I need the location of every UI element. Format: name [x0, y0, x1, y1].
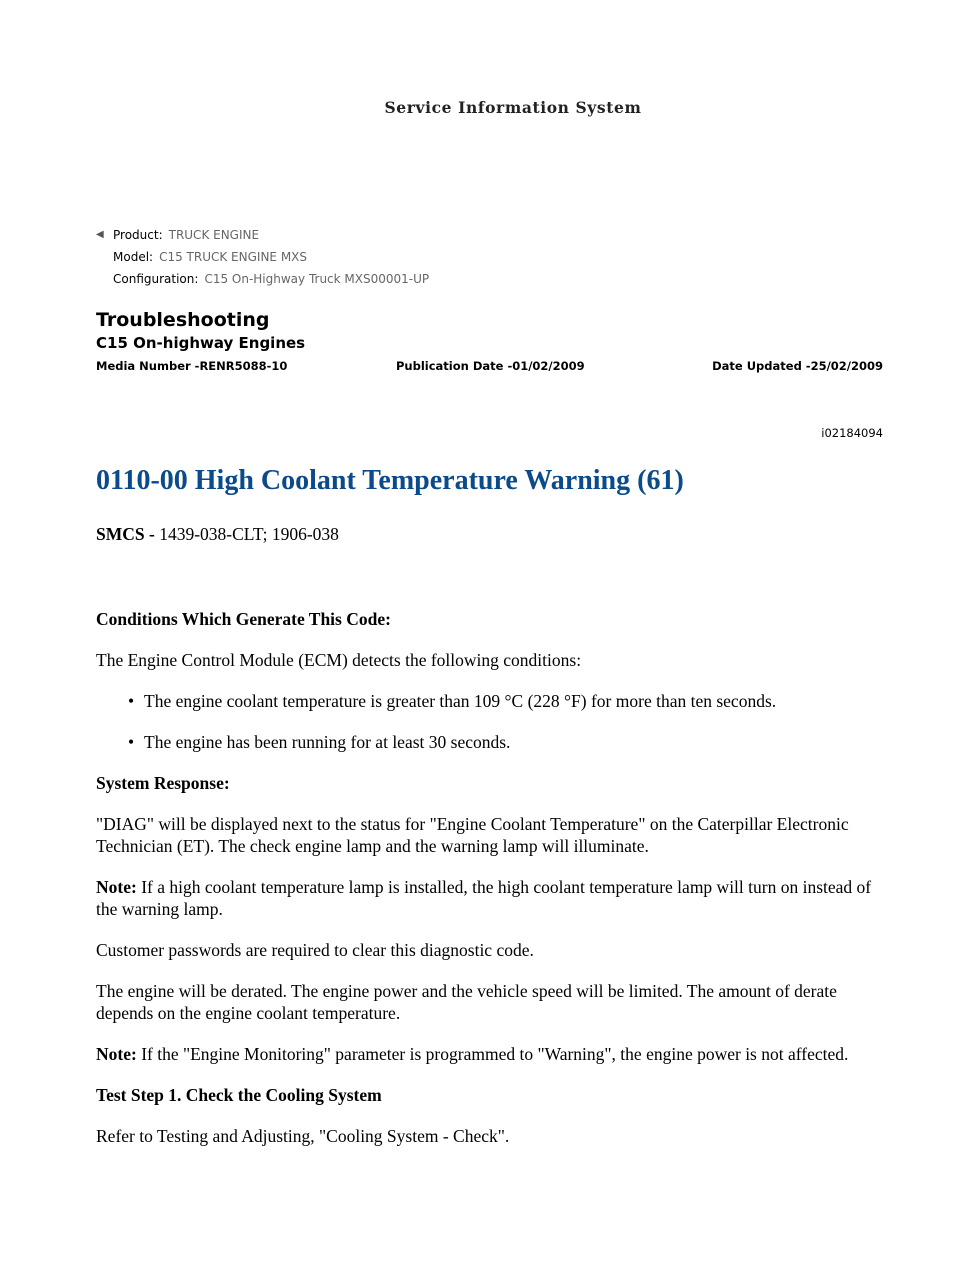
model-label: Model:	[113, 250, 154, 264]
model-value: C15 TRUCK ENGINE MXS	[159, 250, 308, 264]
conditions-list	[96, 690, 886, 753]
model-row	[96, 246, 429, 268]
product-label: Product:	[113, 228, 163, 242]
configuration-row	[96, 268, 429, 290]
response-text: "DIAG" will be displayed next to the status for "Engine Coolant Temperature" on the Caterpillar Electronic Technician (ET). The check engine lamp and the warning lamp will illuminate.	[96, 814, 849, 856]
document-id: i02184094	[821, 426, 883, 440]
configuration-label: Configuration:	[113, 272, 199, 286]
media-number: Media Number -RENR5088-10	[96, 359, 288, 373]
derate-text: The engine will be derated. The engine power and the vehicle speed will be limited. The amount of derate depends on the engine coolant temperature.	[96, 981, 837, 1023]
product-value: TRUCK ENGINE	[168, 228, 260, 242]
product-row	[96, 224, 429, 246]
system-title: Service Information System	[384, 98, 642, 117]
bullet: •	[128, 691, 135, 711]
note-1	[96, 876, 886, 920]
note-label: Note:	[96, 1044, 137, 1064]
note-label: Note:	[96, 877, 137, 897]
conditions-intro: The Engine Control Module (ECM) detects the following conditions:	[96, 650, 582, 670]
publication-date: Publication Date -01/02/2009	[396, 359, 585, 373]
condition-text: The engine coolant temperature is greater than 109 °C (228 °F) for more than ten seconds.	[144, 691, 777, 711]
passwords-text: Customer passwords are required to clear this diagnostic code.	[96, 940, 534, 960]
collapse-arrow-icon[interactable]: ◀	[96, 229, 104, 240]
smcs-value: 1439-038-CLT; 1906-038	[159, 524, 339, 544]
document-subtitle: C15 On-highway Engines	[96, 334, 306, 352]
condition-text: The engine has been running for at least 30 seconds.	[144, 732, 511, 752]
smcs-label: SMCS -	[96, 524, 155, 544]
document-title: Troubleshooting	[96, 309, 270, 331]
note-text: If a high coolant temperature lamp is installed, the high coolant temperature lamp will turn on instead of the warning lamp.	[96, 877, 872, 919]
note-2	[96, 1043, 886, 1065]
article-body	[96, 608, 886, 1166]
date-updated: Date Updated -25/02/2009	[712, 359, 883, 373]
conditions-heading: Conditions Which Generate This Code:	[96, 609, 391, 629]
response-heading: System Response:	[96, 773, 230, 793]
smcs-line	[96, 524, 339, 545]
step1-text: Refer to Testing and Adjusting, "Cooling System - Check".	[96, 1126, 510, 1146]
article-title: 0110-00 High Coolant Temperature Warning (61)	[96, 465, 684, 496]
note-text: If the "Engine Monitoring" parameter is programmed to "Warning", the engine power is not affected.	[141, 1044, 849, 1064]
bullet: •	[128, 732, 135, 752]
configuration-value: C15 On-Highway Truck MXS00001-UP	[204, 272, 430, 286]
product-info	[96, 224, 429, 290]
list-item	[96, 731, 886, 753]
list-item	[96, 690, 886, 712]
step1-heading: Test Step 1. Check the Cooling System	[96, 1085, 382, 1105]
